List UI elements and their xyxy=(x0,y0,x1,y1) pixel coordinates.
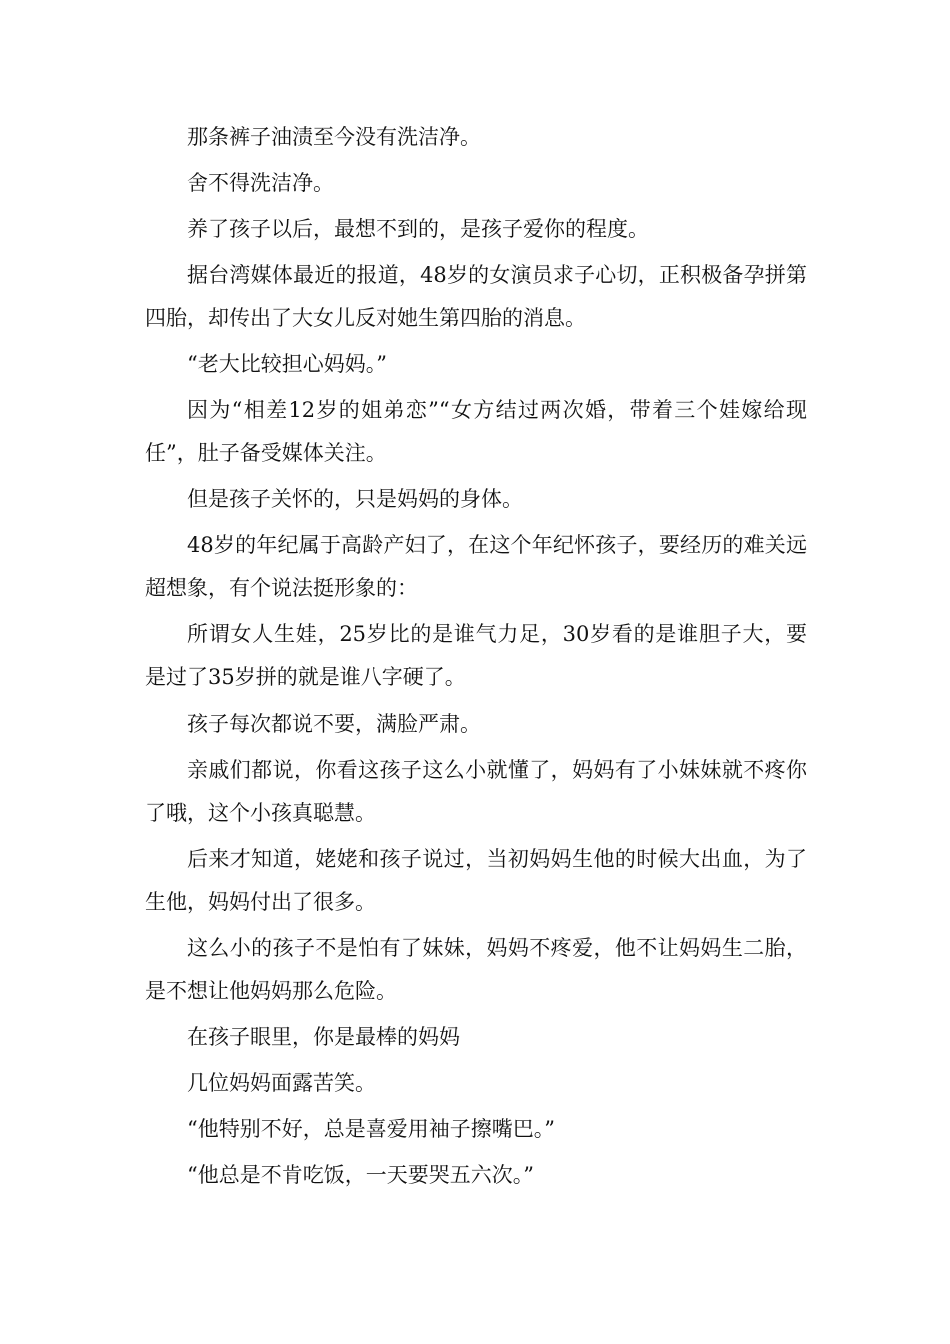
paragraph-14: 在孩子眼里，你是最棒的妈妈 xyxy=(187,1025,460,1049)
paragraph-17: “他总是不肯吃饭，一天要哭五六次。” xyxy=(187,1163,534,1187)
paragraph-13: 这么小的孩子不是怕有了妹妹，妈妈不疼爱，他不让妈妈生二胎，是不想让他妈妈那么危险。 xyxy=(145,936,807,1003)
paragraph-12: 后来才知道，姥姥和孩子说过，当初妈妈生他的时候大出血，为了生他，妈妈付出了很多。 xyxy=(145,847,807,914)
paragraph-11: 亲戚们都说，你看这孩子这么小就懂了，妈妈有了小妹妹就不疼你了哦，这个小孩真聪慧。 xyxy=(145,758,807,825)
paragraph-6: 因为“相差12岁的姐弟恋”“女方结过两次婚，带着三个娃嫁给现任”，肚子备受媒体关注。 xyxy=(145,398,807,465)
paragraph-15: 几位妈妈面露苦笑。 xyxy=(187,1071,376,1095)
paragraph-9: 所谓女人生娃，25岁比的是谁气力足，30岁看的是谁胆子大，要是过了35岁拼的就是谁八字硬了。 xyxy=(145,622,807,689)
paragraph-8: 48岁的年纪属于高龄产妇了，在这个年纪怀孩子，要经历的难关远超想象，有个说法挺形象的： xyxy=(145,533,807,600)
paragraph-3: 养了孩子以后，最想不到的，是孩子爱你的程度。 xyxy=(187,217,649,241)
paragraph-5: “老大比较担心妈妈。” xyxy=(187,352,387,376)
paragraph-10: 孩子每次都说不要，满脸严肃。 xyxy=(187,712,481,736)
paragraph-16: “他特别不好，总是喜爱用袖子擦嘴巴。” xyxy=(187,1117,555,1141)
paragraph-2: 舍不得洗洁净。 xyxy=(187,171,334,195)
document-body xyxy=(145,116,807,1200)
paragraph-7: 但是孩子关怀的，只是妈妈的身体。 xyxy=(187,487,523,511)
paragraph-4: 据台湾媒体最近的报道，48岁的女演员求子心切，正积极备孕拼第四胎，却传出了大女儿反对她生第四胎的消息。 xyxy=(145,263,807,330)
paragraph-1: 那条裤子油渍至今没有洗洁净。 xyxy=(187,125,481,149)
